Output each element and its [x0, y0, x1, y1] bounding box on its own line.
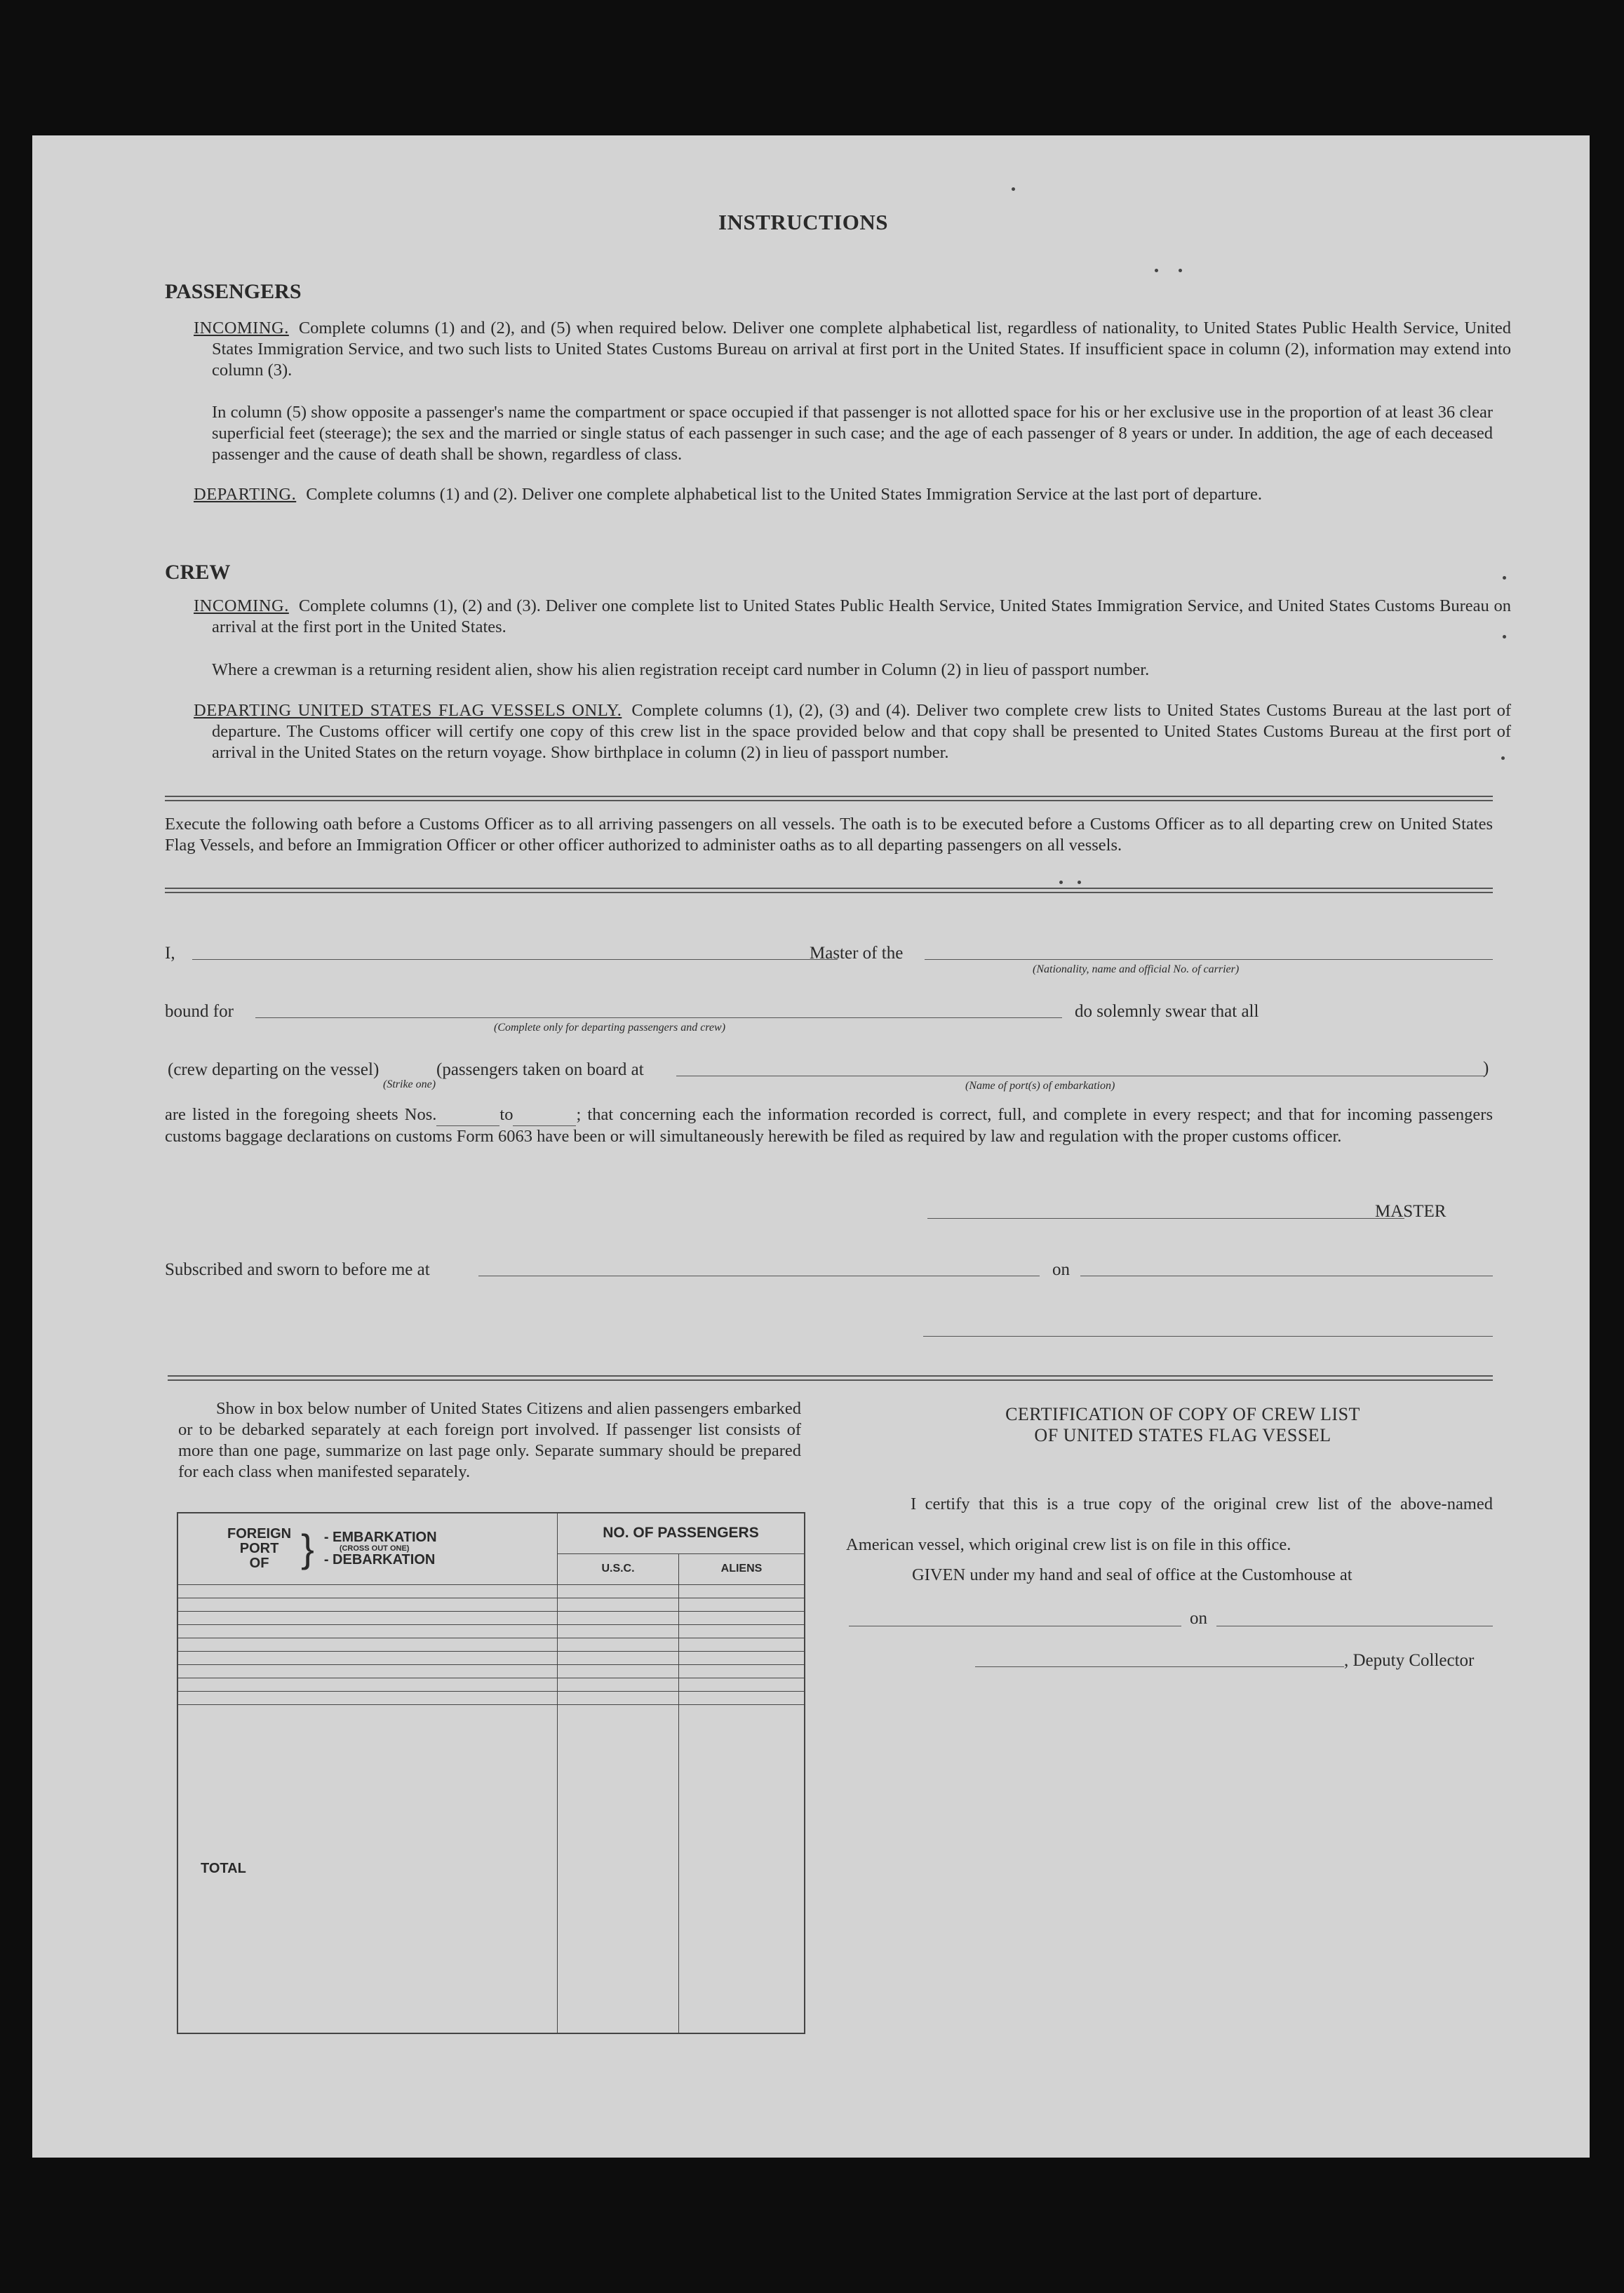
port-cell[interactable]	[177, 1692, 558, 1705]
usc-cell[interactable]	[558, 1692, 679, 1705]
usc-header: U.S.C.	[558, 1553, 679, 1584]
foreign-port-of-header: FOREIGN PORT OF	[227, 1525, 292, 1571]
subscribed-on-label: on	[1052, 1260, 1070, 1279]
close-paren: )	[1483, 1059, 1489, 1078]
port-cell[interactable]	[177, 1665, 558, 1678]
carrier-field[interactable]	[925, 959, 1493, 960]
usc-cell[interactable]	[558, 1584, 679, 1598]
scan-speck	[1503, 576, 1506, 580]
crew-incoming-text: Complete columns (1), (2) and (3). Deliver one complete list to United States Public Health Service, United States Immigration Service, and United States Customs Bureau on arrival at the first port in the United States.	[212, 596, 1511, 636]
crew-incoming-paragraph	[194, 596, 1511, 638]
port-cell[interactable]	[177, 1598, 558, 1611]
aliens-header: ALIENS	[679, 1553, 805, 1584]
master-name-field[interactable]	[192, 959, 838, 960]
certification-on-label: on	[1190, 1609, 1207, 1628]
port-cell[interactable]	[177, 1611, 558, 1624]
crew-departing-text: Complete columns (1), (2), (3) and (4). Deliver two complete crew lists to United States Customs Bureau at the last port of departure. The Customs officer will certify one copy of this crew list in the space provided below and that copy shall be presented to United States Customs Bureau at the first port of arrival in the United States on the return voyage. Show birthplace in column (2) in lieu of passport number.	[212, 701, 1511, 762]
port-cell[interactable]	[177, 1638, 558, 1651]
crew-returning-paragraph: Where a crewman is a returning resident alien, show his alien registration receipt card number in Column (2) in lieu of passport number.	[212, 660, 1150, 679]
crew-departing-paragraph	[194, 700, 1511, 763]
page-title: INSTRUCTIONS	[718, 210, 889, 234]
usc-cell[interactable]	[558, 1665, 679, 1678]
usc-cell[interactable]	[558, 1598, 679, 1611]
deputy-signature-field[interactable]	[975, 1666, 1344, 1667]
aliens-cell[interactable]	[679, 1611, 805, 1624]
scan-speck	[1179, 269, 1182, 272]
port-cell[interactable]	[177, 1678, 558, 1692]
sheet-from-field[interactable]	[436, 1104, 499, 1126]
aliens-cell[interactable]	[679, 1598, 805, 1611]
certify-text: I certify that this is a true copy of the original crew list of the above-named American vessel, which original crew list is on file in this office.	[846, 1495, 1493, 1554]
sheets-text: ; that concerning each the information recorded is correct, full, and complete in every respect; and that for incoming passengers customs baggage declarations on customs Form 6063 have been or will simultaneously herewith be filed as required by law and regulation with the proper customs officer.	[165, 1105, 1493, 1146]
deputy-collector-label: , Deputy Collector	[1344, 1651, 1475, 1670]
usc-cell[interactable]	[558, 1611, 679, 1624]
passengers-taken-option[interactable]: (passengers taken on board at	[436, 1060, 644, 1079]
aliens-cell[interactable]	[679, 1692, 805, 1705]
aliens-cell[interactable]	[679, 1638, 805, 1651]
oath-i-label: I,	[165, 944, 175, 963]
aliens-cell[interactable]	[679, 1651, 805, 1664]
scan-speck	[1501, 756, 1505, 760]
table-row	[177, 1692, 805, 1705]
passengers-heading: PASSENGERS	[165, 280, 302, 303]
aliens-cell[interactable]	[679, 1584, 805, 1598]
carrier-hint: (Nationality, name and official No. of carrier)	[1033, 963, 1240, 975]
total-label: TOTAL	[177, 1705, 558, 2033]
given-text: GIVEN under my hand and seal of office at the Customhouse at	[912, 1565, 1353, 1584]
bound-for-hint: (Complete only for departing passengers and crew)	[494, 1022, 726, 1034]
crew-incoming-lead: INCOMING.	[194, 596, 289, 615]
oath-instructions: Execute the following oath before a Customs Officer as to all arriving passengers on all vessels. The oath is to be executed before a Customs Officer as to all departing crew on United States Flag Vessels, and before an Immigration Officer or other officer authorized to administer oaths as to all departing passengers on all vessels.	[165, 815, 1493, 855]
sheets-prefix: are listed in the foregoing sheets Nos.	[165, 1105, 437, 1124]
master-of-label: Master of the	[810, 944, 904, 963]
scan-speck	[1503, 635, 1506, 639]
aliens-cell[interactable]	[679, 1678, 805, 1692]
embarkation-hint: (Name of port(s) of embarkation)	[965, 1080, 1115, 1092]
strike-hint: (Strike one)	[383, 1078, 436, 1090]
scan-speck	[1012, 187, 1015, 191]
certification-title-line1: CERTIFICATION OF COPY OF CREW LIST	[1005, 1404, 1360, 1424]
port-cell[interactable]	[177, 1651, 558, 1664]
table-row	[177, 1611, 805, 1624]
aliens-cell[interactable]	[679, 1665, 805, 1678]
master-label: MASTER	[1375, 1202, 1447, 1221]
crew-heading: CREW	[165, 561, 231, 584]
bound-for-label: bound for	[165, 1002, 234, 1021]
section-divider	[165, 888, 1493, 893]
scan-speck	[1155, 269, 1158, 272]
total-row	[177, 1705, 805, 2033]
aliens-total-cell[interactable]	[679, 1705, 805, 2033]
master-signature-field[interactable]	[927, 1218, 1404, 1219]
port-cell[interactable]	[177, 1584, 558, 1598]
port-cell[interactable]	[177, 1624, 558, 1638]
usc-cell[interactable]	[558, 1678, 679, 1692]
passenger-summary-table	[177, 1512, 805, 2034]
swear-label: do solemnly swear that all	[1075, 1002, 1259, 1021]
usc-cell[interactable]	[558, 1624, 679, 1638]
port-header-cell	[177, 1513, 558, 1584]
passengers-incoming-lead: INCOMING.	[194, 319, 289, 337]
certification-title	[873, 1404, 1493, 1446]
passengers-incoming-text: Complete columns (1) and (2), and (5) when required below. Deliver one complete alphabetical list, regardless of nationality, to United States Public Health Service, United States Immigration Service, and two such lists to United States Customs Bureau on arrival at first port in the United States. If insufficient space in column (2), information may extend into column (3).	[212, 319, 1511, 380]
passengers-incoming-paragraph	[194, 318, 1511, 381]
table-row	[177, 1584, 805, 1598]
table-row	[177, 1651, 805, 1664]
brace-glyph: }	[301, 1526, 314, 1571]
officer-signature-field[interactable]	[923, 1336, 1493, 1337]
table-row	[177, 1678, 805, 1692]
passengers-departing-text: Complete columns (1) and (2). Deliver one complete alphabetical list to the United States Immigration Service at the last port of departure.	[306, 485, 1262, 504]
bound-for-field[interactable]	[255, 1017, 1062, 1018]
table-row	[177, 1665, 805, 1678]
section-divider	[168, 1375, 1493, 1381]
certification-title-line2: OF UNITED STATES FLAG VESSEL	[1034, 1425, 1331, 1445]
table-row	[177, 1624, 805, 1638]
crew-departing-option[interactable]: (crew departing on the vessel)	[168, 1060, 380, 1079]
table-row	[177, 1598, 805, 1611]
passengers-column5-paragraph: In column (5) show opposite a passenger's name the compartment or space occupied if that passenger is not allotted space for his or her exclusive use in the proportion of at least 36 clear superficial feet (steerage); the sex and the married or single status of each passenger in such case; and the age of each passenger of 8 years or under. In addition, the age of each deceased passenger and the cause of death shall be shown, regardless of class.	[212, 403, 1493, 464]
summary-instructions: Show in box below number of United States Citizens and alien passengers embarked or to be debarked separately at each foreign port involved. If passenger list consists of more than one page, summarize on last page only. Separate summary should be prepared for each class when manifested separately.	[178, 1399, 801, 1481]
passengers-departing-paragraph	[194, 484, 1511, 505]
usc-cell[interactable]	[558, 1638, 679, 1651]
subscribed-label: Subscribed and sworn to before me at	[165, 1260, 430, 1279]
form-page	[32, 135, 1590, 2158]
embark-debark-header: - EMBARKATION (CROSS OUT ONE) - DEBARKATION	[323, 1530, 437, 1568]
table-row	[177, 1638, 805, 1651]
scan-speck	[1078, 881, 1081, 884]
scan-speck	[1059, 881, 1063, 884]
usc-total-cell[interactable]	[558, 1705, 679, 2033]
crew-departing-lead: DEPARTING UNITED STATES FLAG VESSELS ONLY.	[194, 701, 622, 720]
sheet-to-field[interactable]	[513, 1104, 576, 1126]
passengers-departing-lead: DEPARTING.	[194, 485, 297, 504]
sheets-to-label: to	[499, 1105, 514, 1124]
section-divider	[165, 796, 1493, 801]
sheets-statement	[165, 1104, 1493, 1147]
aliens-cell[interactable]	[679, 1624, 805, 1638]
usc-cell[interactable]	[558, 1651, 679, 1664]
passengers-header: NO. OF PASSENGERS	[558, 1513, 805, 1553]
